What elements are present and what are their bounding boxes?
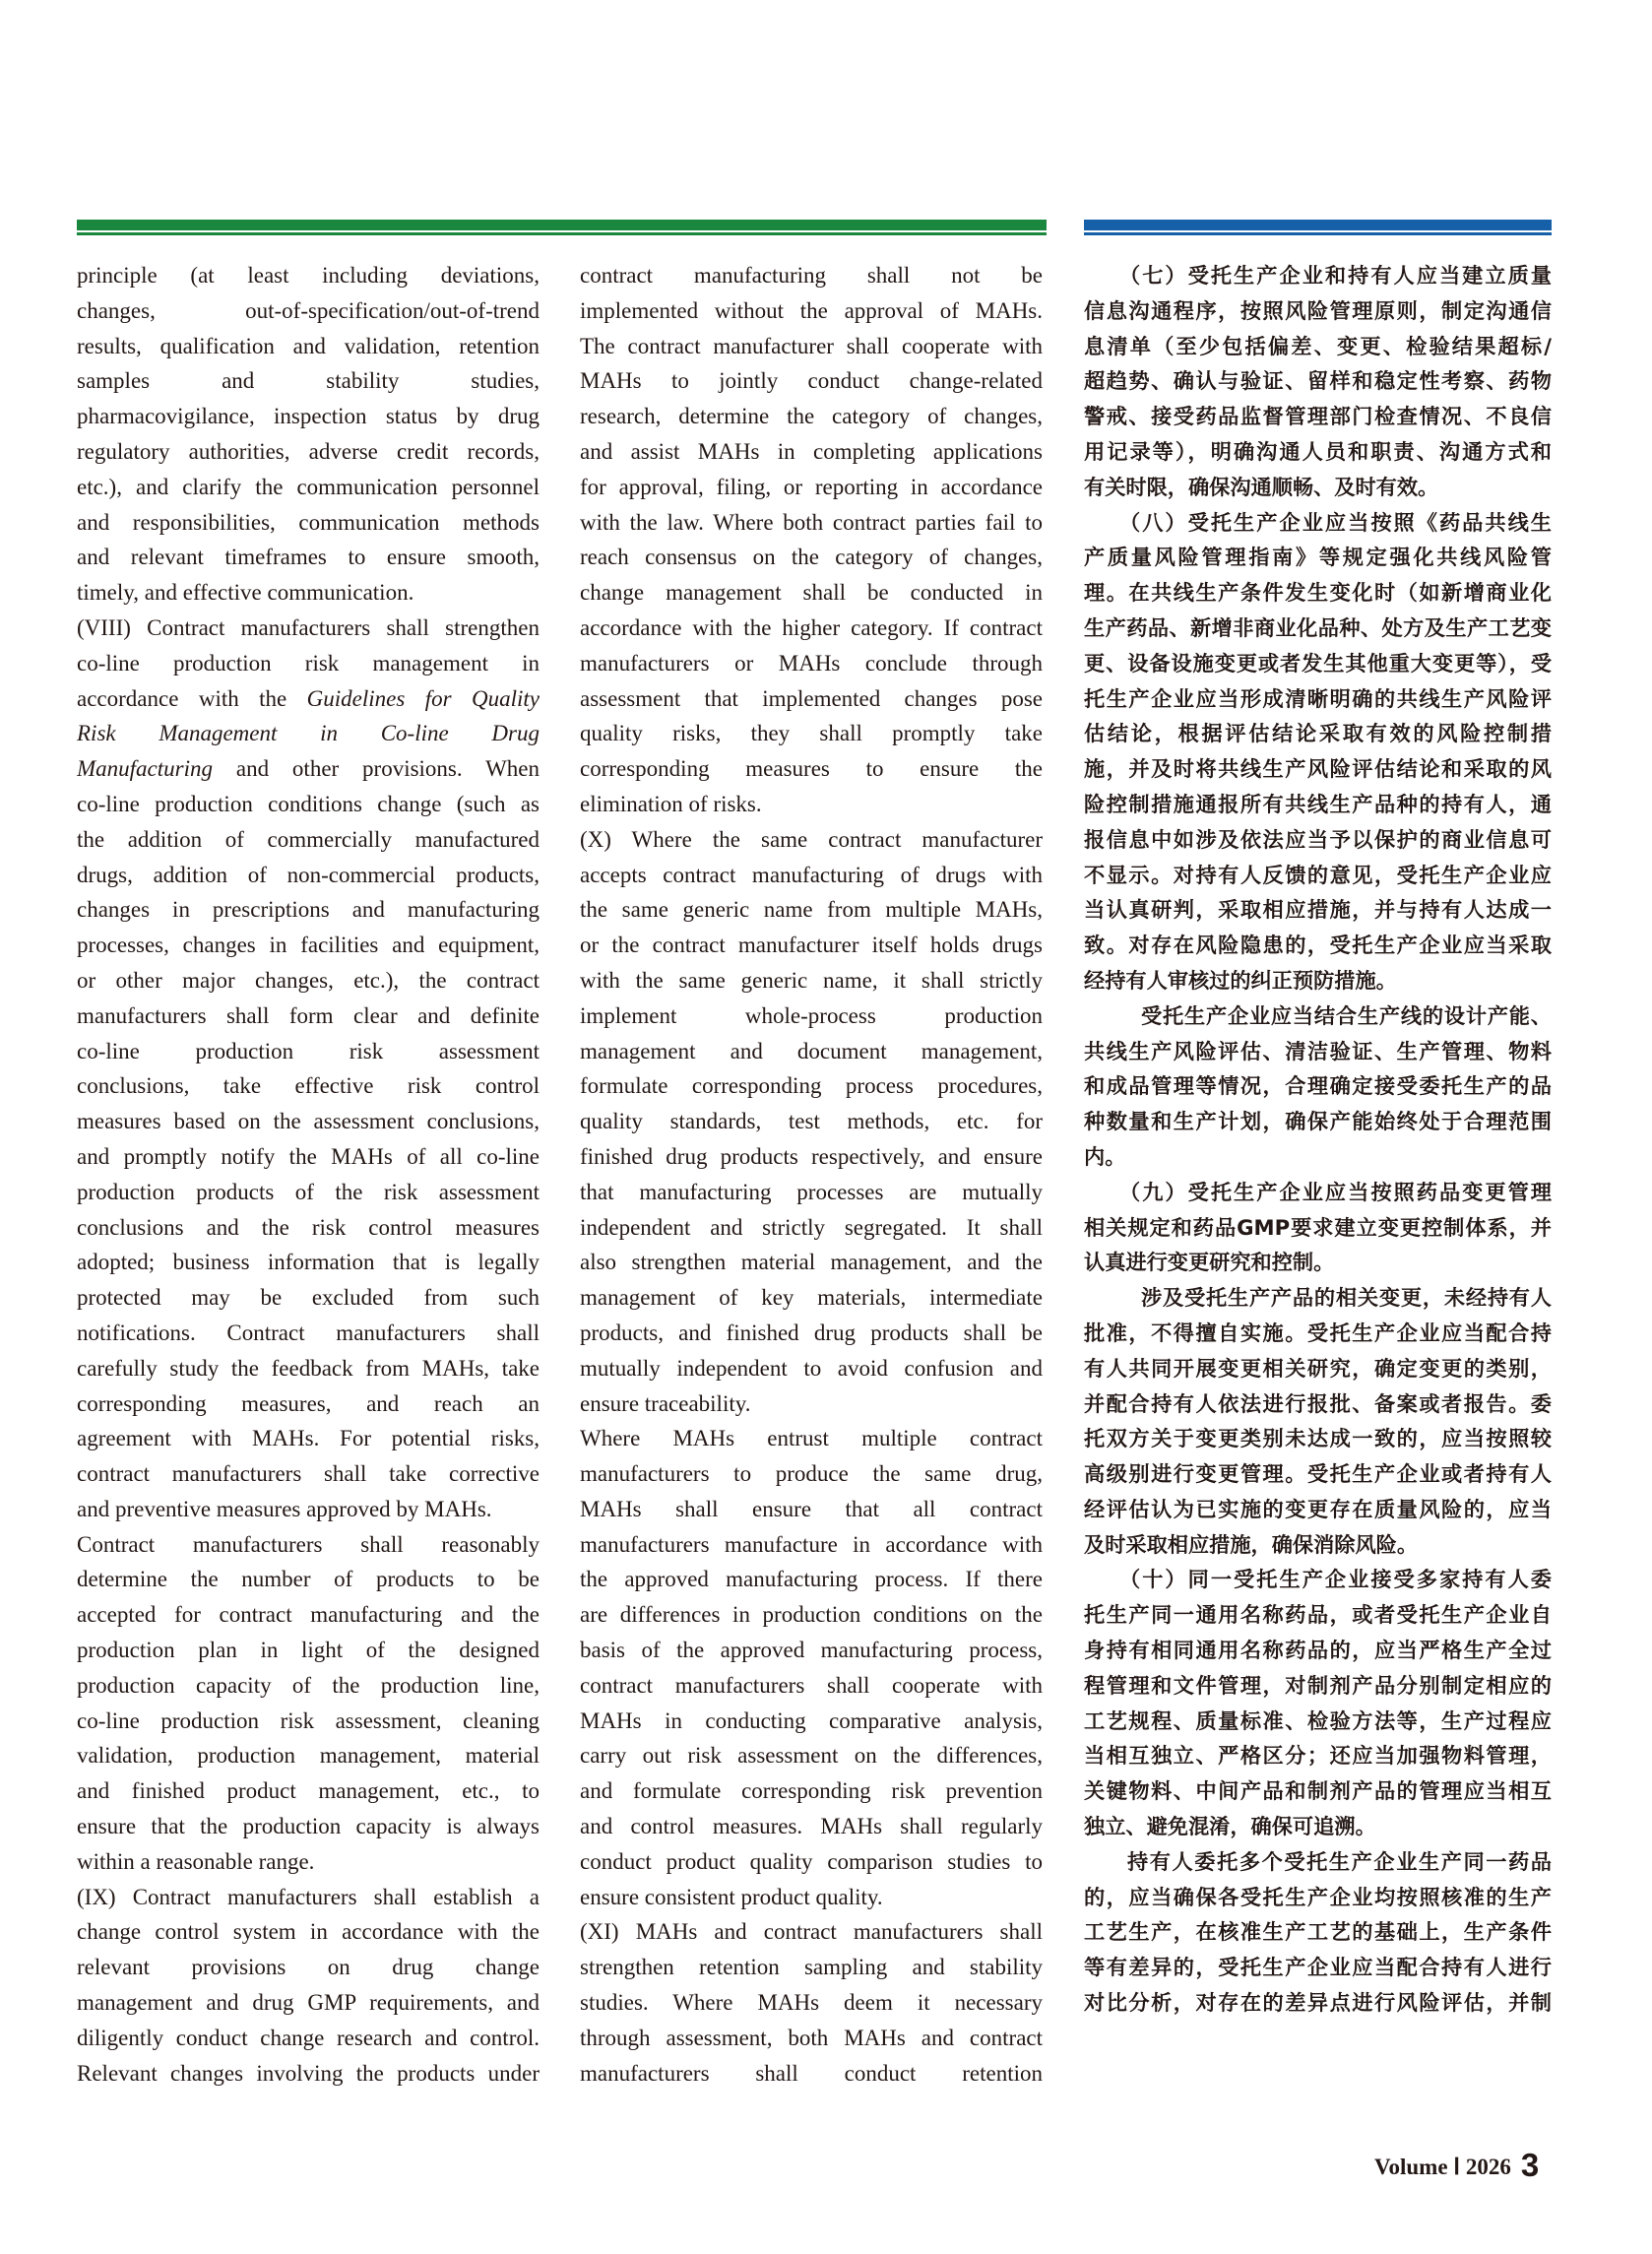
text-line: 相关规定和药品GMP要求建立变更控制体系，并 — [1084, 1214, 1552, 1240]
text-line: formulate corresponding process procedures, — [580, 1073, 1043, 1099]
text-line: change control system in accordance with the — [77, 1919, 540, 1945]
text-line: and relevant timeframes to ensure smooth, — [77, 545, 540, 570]
text-line: co-line production risk assessment — [77, 1038, 540, 1063]
text-line: 托双方关于变更类别未达成一致的，应当按照较 — [1084, 1426, 1552, 1451]
page-footer — [1374, 2147, 1539, 2184]
text-line: management of key materials, intermediate — [580, 1285, 1043, 1311]
text-line: conclusions and the risk control measures — [77, 1214, 540, 1240]
text-line: 施，并及时将共线生产风险评估结论和采取的风 — [1084, 756, 1552, 782]
text-line — [77, 716, 540, 751]
text-line: 息清单（至少包括偏差、变更、检验结果超标/ — [1084, 333, 1552, 358]
text-line: implemented without the approval of MAHs. — [580, 297, 1043, 323]
text-line: contract manufacturers shall take corrective — [77, 1461, 540, 1487]
text-line: 关键物料、中间产品和制剂产品的管理应当相互 — [1084, 1778, 1552, 1804]
english-column-2 — [580, 258, 1043, 2091]
text-line: quality risks, they shall promptly take — [580, 721, 1043, 746]
text-line: diligently conduct change research and control. — [77, 2025, 540, 2050]
text-line: corresponding measures, and reach an — [77, 1390, 540, 1416]
text-line: MAHs to jointly conduct change-related — [580, 368, 1043, 394]
text-line: Contract manufacturers shall reasonably — [77, 1531, 540, 1557]
text-line: 共线生产风险评估、清洁验证、生产管理、物料 — [1084, 1038, 1552, 1063]
text-line: change management shall be conducted in — [580, 580, 1043, 606]
italic-title-run: Manufacturing — [77, 756, 213, 782]
text-line: mutually independent to avoid confusion and — [580, 1355, 1043, 1381]
text-line: production capacity of the production line, — [77, 1672, 540, 1698]
text-line: and promptly notify the MAHs of all co-line — [77, 1143, 540, 1169]
text-line: strengthen retention sampling and stability — [580, 1955, 1043, 1980]
text-line: the addition of commercially manufactured — [77, 826, 540, 852]
text-line: co-line production risk assessment, cleaning — [77, 1707, 540, 1733]
text-line: The contract manufacturer shall cooperate with — [580, 333, 1043, 358]
text-line: 致。对存在风险隐患的，受托生产企业应当采取 — [1084, 933, 1552, 958]
english-column-1 — [77, 258, 540, 2091]
text-line: 批准，不得擅自实施。受托生产企业应当配合持 — [1084, 1320, 1552, 1345]
text-line: and responsibilities, communication methods — [77, 509, 540, 535]
text-line: production products of the risk assessment — [77, 1179, 540, 1204]
text-line: (IX) Contract manufacturers shall establish a — [77, 1884, 540, 1909]
text-line: and formulate corresponding risk prevention — [580, 1778, 1043, 1804]
text-line: or other major changes, etc.), the contract — [77, 967, 540, 993]
header-rule-green — [77, 220, 1047, 230]
text-line: 的，应当确保各受托生产企业均按照核准的生产 — [1084, 1884, 1552, 1909]
text-line: 受托生产企业应当结合生产线的设计产能、 — [1141, 1002, 1552, 1028]
text-line: determine the number of products to be — [77, 1567, 540, 1592]
text-line: 等有差异的，受托生产企业应当配合持有人进行 — [1084, 1955, 1552, 1980]
text-line: and finished product management, etc., to — [77, 1778, 540, 1804]
text-line: studies. Where MAHs deem it necessary — [580, 1990, 1043, 2016]
text-line: 理。在共线生产条件发生变化时（如新增商业化 — [1084, 580, 1552, 606]
text-line: are differences in production conditions on the — [580, 1602, 1043, 1628]
text-line: research, determine the category of changes, — [580, 404, 1043, 429]
text-line: 认真进行变更研究和控制。 — [1084, 1250, 1335, 1275]
text-line: Relevant changes involving the products under — [77, 2060, 540, 2086]
text-line: elimination of risks. — [580, 791, 762, 816]
text-line: 有人共同开展变更相关研究，确定变更的类别， — [1084, 1355, 1552, 1381]
text-line: changes, out-of-specification/out-of-trend — [77, 297, 540, 323]
text-line: principle (at least including deviations, — [77, 263, 540, 288]
text-line: protected may be excluded from such — [77, 1285, 540, 1311]
text-line: for approval, filing, or reporting in accordance — [580, 474, 1043, 499]
text-line: manufacturers manufacture in accordance with — [580, 1531, 1043, 1557]
text-line: ensure that the production capacity is always — [77, 1814, 540, 1839]
italic-title-run: Risk Management in Co-line Drug — [77, 721, 540, 746]
text-line: 工艺规程、质量标准、检验方法等，生产过程应 — [1084, 1707, 1552, 1733]
text-line: timely, and effective communication. — [77, 580, 414, 606]
text-line: 对比分析，对存在的差异点进行风险评估，并制 — [1084, 1990, 1552, 2016]
text-line: reach consensus on the category of changes, — [580, 545, 1043, 570]
chinese-column — [1084, 258, 1552, 2021]
text-line: （九）受托生产企业应当按照药品变更管理 — [1119, 1179, 1552, 1204]
text-line: 和成品管理等情况，合理确定接受委托生产的品 — [1084, 1073, 1552, 1099]
text-line: the approved manufacturing process. If there — [580, 1567, 1043, 1592]
text-line: ensure consistent product quality. — [580, 1884, 883, 1909]
text-line: 内。 — [1084, 1143, 1126, 1169]
text-line: 不显示。对持有人反馈的意见，受托生产企业应 — [1084, 862, 1552, 887]
text-line: validation, production management, material — [77, 1743, 540, 1769]
text-line: products, and finished drug products shall be — [580, 1320, 1043, 1345]
text-line: 种数量和生产计划，确保产能始终处于合理范围 — [1084, 1109, 1552, 1134]
text-line: with the same generic name, it shall strictly — [580, 967, 1043, 993]
italic-title-run: Guidelines for Quality — [306, 685, 540, 711]
text-line: conduct product quality comparison studies to — [580, 1848, 1043, 1874]
text-line: within a reasonable range. — [77, 1848, 315, 1874]
text-line: production plan in light of the designed — [77, 1638, 540, 1663]
text-line: 高级别进行变更管理。受托生产企业或者持有人 — [1084, 1461, 1552, 1487]
text-line: 工艺生产，在核准生产工艺的基础上，生产条件 — [1084, 1919, 1552, 1945]
text-line: ensure traceability. — [580, 1390, 751, 1416]
text-line: regulatory authorities, adverse credit records, — [77, 438, 540, 464]
text-line: basis of the approved manufacturing process, — [580, 1638, 1043, 1663]
text-line: and assist MAHs in completing applications — [580, 438, 1043, 464]
text-line: 程管理和文件管理，对制剂产品分别制定相应的 — [1084, 1672, 1552, 1698]
text-line: 用记录等），明确沟通人员和职责、沟通方式和 — [1084, 438, 1552, 464]
text-line: accordance with the higher category. If contract — [580, 614, 1043, 640]
text-line: etc.), and clarify the communication personnel — [77, 474, 540, 499]
text-line: relevant provisions on drug change — [77, 1955, 540, 1980]
text-line: manufacturers shall form clear and definite — [77, 1002, 540, 1028]
text-line: corresponding measures to ensure the — [580, 756, 1043, 782]
text-line: adopted; business information that is legally — [77, 1250, 540, 1275]
text-line: 托生产同一通用名称药品，或者受托生产企业自 — [1084, 1602, 1552, 1628]
text-line: 独立、避免混淆，确保可追溯。 — [1084, 1814, 1376, 1839]
text-line: (X) Where the same contract manufacturer — [580, 826, 1043, 852]
text-line: finished drug products respectively, and ensure — [580, 1143, 1043, 1169]
text-line: manufacturers to produce the same drug, — [580, 1461, 1043, 1487]
text-line: accepted for contract manufacturing and the — [77, 1602, 540, 1628]
text-line: contract manufacturing shall not be — [580, 263, 1043, 288]
text-line — [77, 751, 540, 787]
text-line: 经持有人审核过的纠正预防措施。 — [1084, 967, 1397, 993]
text-line: 生产药品、新增非商业化品种、处方及生产工艺变 — [1084, 614, 1552, 640]
text-line: 警戒、接受药品监督管理部门检查情况、不良信 — [1084, 404, 1552, 429]
text-line: management and drug GMP requirements, and — [77, 1990, 540, 2016]
text-line: 更、设备设施变更或者发生其他重大变更等），受 — [1084, 650, 1552, 676]
text-line: contract manufacturers shall cooperate with — [580, 1672, 1043, 1698]
text-line: pharmacovigilance, inspection status by drug — [77, 404, 540, 429]
text-line: （七）受托生产企业和持有人应当建立质量 — [1119, 263, 1552, 288]
text-line: accepts contract manufacturing of drugs with — [580, 862, 1043, 887]
text-line: measures based on the assessment conclusions, — [77, 1109, 540, 1134]
text-line: （八）受托生产企业应当按照《药品共线生 — [1119, 509, 1552, 535]
text-line: also strengthen material management, and the — [580, 1250, 1043, 1275]
issue-label: Volume Ⅰ 2026 — [1374, 2155, 1511, 2179]
text-line: or the contract manufacturer itself holds drugs — [580, 933, 1043, 958]
text-line: 估结论，根据评估结论采取有效的风险控制措 — [1084, 721, 1552, 746]
text-line: manufacturers or MAHs conclude through — [580, 650, 1043, 676]
text-line: notifications. Contract manufacturers shall — [77, 1320, 540, 1345]
text-line — [77, 681, 540, 717]
text-line: results, qualification and validation, retention — [77, 333, 540, 358]
text-line: manufacturers shall conduct retention — [580, 2060, 1043, 2086]
text-run: accordance with the — [77, 685, 307, 711]
text-line: 持有人委托多个受托生产企业生产同一药品 — [1127, 1848, 1552, 1874]
text-line: the same generic name from multiple MAHs, — [580, 897, 1043, 923]
text-line: through assessment, both MAHs and contract — [580, 2025, 1043, 2050]
text-line: 涉及受托生产产品的相关变更，未经持有人 — [1141, 1285, 1552, 1311]
text-line: and control measures. MAHs shall regularly — [580, 1814, 1043, 1839]
text-line: 身持有相同通用名称药品的，应当严格生产全过 — [1084, 1638, 1552, 1663]
text-line: 超趋势、确认与验证、留样和稳定性考察、药物 — [1084, 368, 1552, 394]
text-line: （十）同一受托生产企业接受多家持有人委 — [1119, 1567, 1552, 1592]
text-line: 信息沟通程序，按照风险管理原则，制定沟通信 — [1084, 297, 1552, 323]
header-rule-blue — [1084, 220, 1552, 230]
text-line: 并配合持有人依法进行报批、备案或者报告。委 — [1084, 1390, 1552, 1416]
text-line: 托生产企业应当形成清晰明确的共线生产风险评 — [1084, 685, 1552, 711]
text-line: (XI) MAHs and contract manufacturers shall — [580, 1919, 1043, 1945]
text-line: (VIII) Contract manufacturers shall strengthen — [77, 614, 540, 640]
text-line: 有关时限，确保沟通顺畅、及时有效。 — [1084, 474, 1439, 499]
header-subrule-green — [77, 232, 1047, 235]
text-line: carry out risk assessment on the differences, — [580, 1743, 1043, 1769]
text-line: with the law. Where both contract parties fail to — [580, 509, 1043, 535]
text-line: management and document management, — [580, 1038, 1043, 1063]
text-line: Where MAHs entrust multiple contract — [580, 1426, 1043, 1451]
text-line: 报信息中如涉及依法应当予以保护的商业信息可 — [1084, 826, 1552, 852]
text-line: 险控制措施通报所有共线生产品种的持有人，通 — [1084, 791, 1552, 816]
text-line: co-line production risk management in — [77, 650, 540, 676]
text-line: implement whole-process production — [580, 1002, 1043, 1028]
text-line: samples and stability studies, — [77, 368, 540, 394]
text-line: 及时采取相应措施，确保消除风险。 — [1084, 1531, 1419, 1557]
text-run: and other provisions. When — [213, 756, 540, 782]
page-number: 3 — [1520, 2147, 1540, 2183]
text-line: drugs, addition of non-commercial products, — [77, 862, 540, 887]
text-line: agreement with MAHs. For potential risks, — [77, 1426, 540, 1451]
text-line: 经评估认为已实施的变更存在质量风险的，应当 — [1084, 1496, 1552, 1521]
text-line: quality standards, test methods, etc. for — [580, 1109, 1043, 1134]
text-line: MAHs in conducting comparative analysis, — [580, 1707, 1043, 1733]
text-line: carefully study the feedback from MAHs, take — [77, 1355, 540, 1381]
text-line: assessment that implemented changes pose — [580, 685, 1043, 711]
text-line: changes in prescriptions and manufacturing — [77, 897, 540, 923]
text-line: conclusions, take effective risk control — [77, 1073, 540, 1099]
text-line: MAHs shall ensure that all contract — [580, 1496, 1043, 1521]
text-line: co-line production conditions change (such as — [77, 791, 540, 816]
text-line: independent and strictly segregated. It shall — [580, 1214, 1043, 1240]
text-line: 产质量风险管理指南》等规定强化共线风险管 — [1084, 545, 1552, 570]
header-subrule-blue — [1084, 232, 1552, 235]
text-line: that manufacturing processes are mutually — [580, 1179, 1043, 1204]
text-line: and preventive measures approved by MAHs. — [77, 1496, 492, 1521]
text-line: 当相互独立、严格区分；还应当加强物料管理， — [1084, 1743, 1552, 1769]
text-line: 当认真研判，采取相应措施，并与持有人达成一 — [1084, 897, 1552, 923]
text-line: processes, changes in facilities and equipment, — [77, 933, 540, 958]
